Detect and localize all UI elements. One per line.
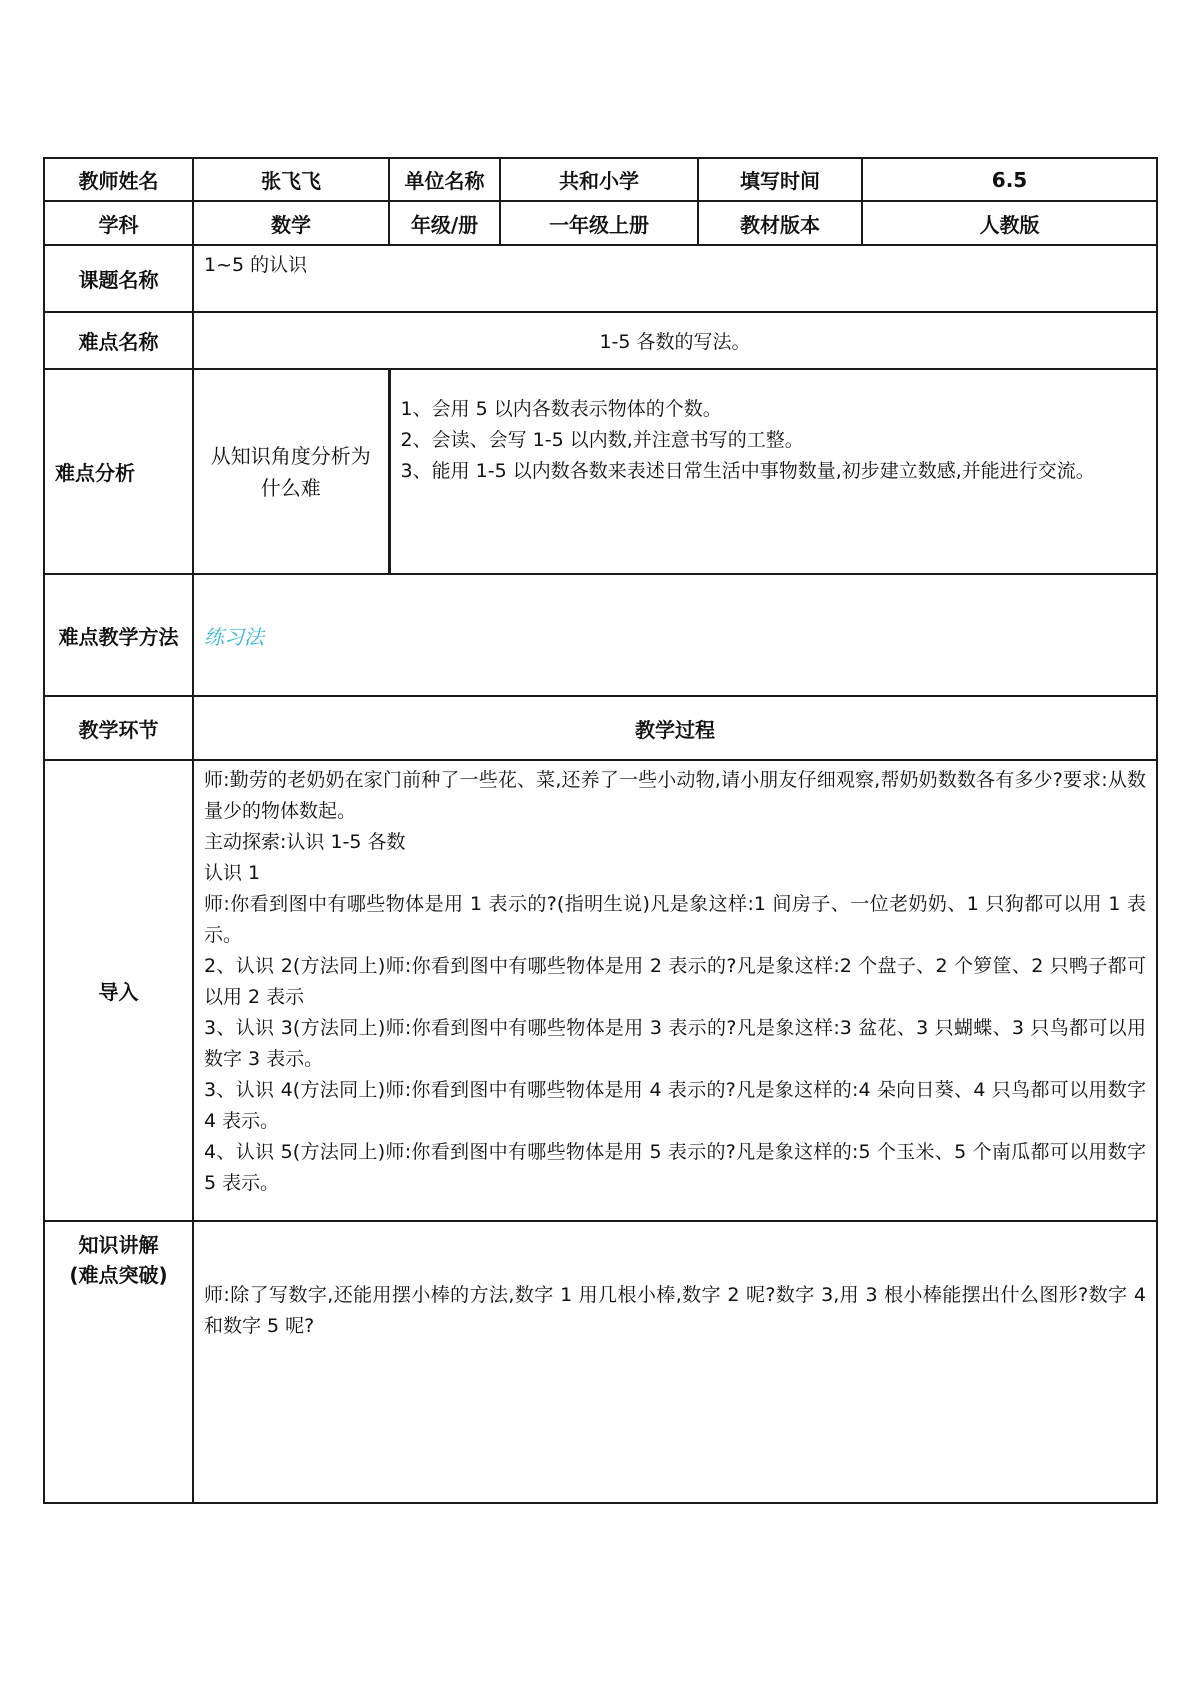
- subject-label: 学科: [44, 201, 193, 245]
- analysis-item: 1、会用 5 以内各数表示物体的个数。: [400, 398, 722, 420]
- intro-content: [193, 760, 1157, 1221]
- topic-value: 1~5 的认识: [193, 245, 1157, 312]
- teacher-name-value: 张飞飞: [193, 158, 389, 201]
- analysis-content: [389, 369, 1157, 574]
- topic-label: 课题名称: [44, 245, 193, 312]
- difficulty-value: 1-5 各数的写法。: [193, 312, 1157, 369]
- knowledge-label-line: 知识讲解: [78, 1233, 159, 1257]
- grade-label: 年级/册: [389, 201, 500, 245]
- intro-paragraph: 2、认识 2(方法同上)师:你看到图中有哪些物体是用 2 表示的?凡是象这样:2 个盘子、2 个箩筐、2 只鸭子都可以用 2 表示: [204, 955, 1146, 1008]
- analysis-label: 难点分析: [44, 369, 193, 574]
- method-label: 难点教学方法: [44, 574, 193, 696]
- method-row: [44, 574, 1157, 696]
- header-row-1: [44, 158, 1157, 201]
- process-title: 教学过程: [193, 696, 1157, 760]
- unit-name-value: 共和小学: [500, 158, 698, 201]
- difficulty-row: [44, 312, 1157, 369]
- fill-date-label: 填写时间: [698, 158, 862, 201]
- teacher-name-label: 教师姓名: [44, 158, 193, 201]
- edition-label: 教材版本: [698, 201, 862, 245]
- intro-paragraph: 认识 1: [204, 862, 261, 884]
- process-stage-label: 教学环节: [44, 696, 193, 760]
- difficulty-label: 难点名称: [44, 312, 193, 369]
- subject-value: 数学: [193, 201, 389, 245]
- analysis-sub-label: 从知识角度分析为什么难: [193, 369, 389, 574]
- intro-paragraph: 3、认识 4(方法同上)师:你看到图中有哪些物体是用 4 表示的?凡是象这样的:4 朵向日葵、4 只鸟都可以用数字 4 表示。: [204, 1079, 1146, 1132]
- analysis-item: 2、会读、会写 1-5 以内数,并注意书写的工整。: [400, 429, 804, 451]
- knowledge-content: 师:除了写数字,还能用摆小棒的方法,数字 1 用几根小棒,数字 2 呢?数字 3,用 3 根小棒能摆出什么图形?数字 4 和数字 5 呢?: [193, 1221, 1157, 1503]
- unit-name-label: 单位名称: [389, 158, 500, 201]
- intro-label: 导入: [44, 760, 193, 1221]
- intro-paragraph: 师:你看到图中有哪些物体是用 1 表示的?(指明生说)凡是象这样:1 间房子、一位老奶奶、1 只狗都可以用 1 表示。: [204, 893, 1146, 946]
- analysis-item: 3、能用 1-5 以内数各数来表述日常生活中事物数量,初步建立数感,并能进行交流。: [400, 460, 1095, 482]
- fill-date-value: 6.5: [862, 158, 1157, 201]
- intro-row: [44, 760, 1157, 1221]
- grade-value: 一年级上册: [500, 201, 698, 245]
- process-header-row: [44, 696, 1157, 760]
- intro-paragraph: 师:勤劳的老奶奶在家门前种了一些花、菜,还养了一些小动物,请小朋友仔细观察,帮奶奶数数各有多少?要求:从数量少的物体数起。: [204, 769, 1146, 822]
- analysis-row: [44, 369, 1157, 574]
- intro-paragraph: 4、认识 5(方法同上)师:你看到图中有哪些物体是用 5 表示的?凡是象这样的:5 个玉米、5 个南瓜都可以用数字 5 表示。: [204, 1141, 1146, 1194]
- knowledge-label-line: (难点突破): [69, 1263, 168, 1287]
- knowledge-row: [44, 1221, 1157, 1503]
- header-row-2: [44, 201, 1157, 245]
- lesson-plan-form: [43, 157, 1156, 1504]
- topic-row: [44, 245, 1157, 312]
- method-value: 练习法: [193, 574, 1157, 696]
- intro-paragraph: 主动探索:认识 1-5 各数: [204, 831, 406, 853]
- edition-value: 人教版: [862, 201, 1157, 245]
- lesson-plan-table: [43, 157, 1158, 1504]
- knowledge-label: [44, 1221, 193, 1503]
- intro-paragraph: 3、认识 3(方法同上)师:你看到图中有哪些物体是用 3 表示的?凡是象这样:3 盆花、3 只蝴蝶、3 只鸟都可以用数字 3 表示。: [204, 1017, 1146, 1070]
